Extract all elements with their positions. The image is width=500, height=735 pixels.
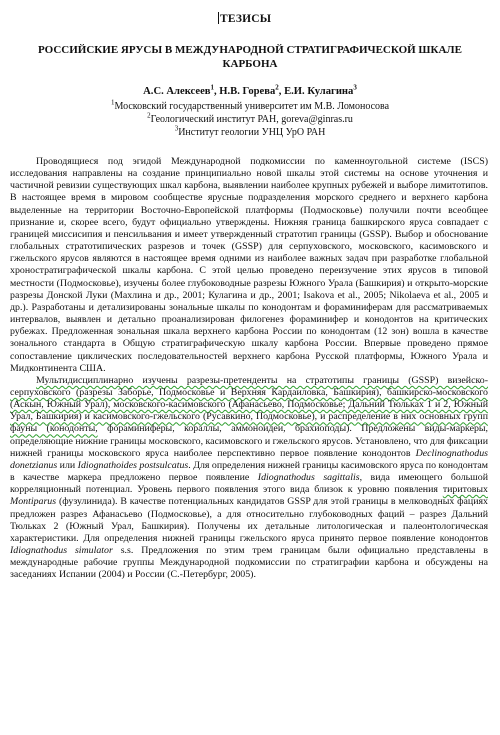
paragraph-text: , вида имеющего большой корреляционный потенциал. Уровень первого появления этого вида близок к уровню появления [10, 472, 489, 496]
spellcheck-underlined-word: тиритовых [442, 484, 488, 496]
taxon-name: Idiognathodus simulator [10, 545, 113, 556]
author-name: Е.И. Кулагина [284, 86, 354, 97]
document-title: РОССИЙСКИЕ ЯРУСЫ В МЕЖДУНАРОДНОЙ СТРАТИГРАФИЧЕСКОЙ ШКАЛЕ КАРБОНА [38, 44, 462, 70]
spellcheck-underlined-text: Мультидисциплинарно изучены разрезы-претенденты на стратотипы границы (GSSP) визейско-серпуховского (разрезы Заборье, Подмосковье и Верхняя Кардаиловка, Башкирия), башкирско-московского (Аскын, Южный Урал), московского-касимовского (Афанасьево, Подмосковье; Дальний Тюльках 1 и 2, Южный Урал, Башкирия) и касимовского-гжельского (Русавкино, Подмосковье), и распределение в них основных групп фауны (конодонты, [10, 374, 488, 435]
paragraph-text: s.s. Предложения по этим трем границам были официально представлены в международные рабочие группы Международной подкомиссии по стратиграфии карбона и обсуждены на заседаниях Испании (2004) и России (С.-Петербург, 2005). [10, 545, 488, 581]
affiliation-mark: 2 [147, 111, 151, 120]
affiliation-line [14, 111, 486, 125]
paragraph-text: (фузулинида). В качестве потенциальных кандидатов GSSP для этой границы в мелководных фациях предложен разрез Афанасьево (Подмосковье), а для относительно глубоководных фаций – разрез Дальний Тюльках 2 (Южный Урал, Башкирия). Получены их детальные литологическая и палеонтологическая характеристики. Для определения нижней границы гжельского яруса принято первое появление конодонтов [10, 496, 488, 544]
taxon-name: Declinognathodus donetzianus [10, 447, 488, 471]
section-label-text: ТЕЗИСЫ [220, 13, 272, 25]
affiliation-text: Институт геологии УНЦ УрО РАН [178, 127, 326, 138]
abstract-body [10, 156, 488, 581]
affiliation-mark: 3 [174, 124, 179, 133]
author-affiliation-mark: 3 [353, 83, 357, 92]
text-cursor-icon [218, 12, 219, 24]
paragraph-1: Проводящиеся под эгидой Международной подкомиссии по каменноугольной системе (ISCS) исследования направлены на создание принципиально новой шкалы этой системы на основе уточнения и частичной ревизии существующих шкал карбона, выявлении наиболее крупных рубежей и выборе лимитотипов. В настоящее время в мировом сообществе ярусные подразделения морского среднего и верхнего карбона выделенные на территории Восточно-Европейской платформы (Подмосковье) получили почти всеобщее признание и, скорее всего, будут официально утверждены. Нижняя граница башкирского яруса совпадает с границей миссисипия и пенсильвания и имеет утвержденный стратотип границы (GSSP). Выбор и обоснование глобальных стратотипических разрезов и точек (GSSP) для серпуховского, московского, касимовского и гжельского ярусов являются в настоящее время одними из наиболее важных задач при разработке глобальной хроностратиграфической шкалы карбона. С этой целью проведено переизучение этих ярусов в типовой местности (Подмосковье), изучены более глубоководные разрезы Южного Урала (Башкирия) и открыто-морские разрезы Донской Луки (Махлина и др., 2001; Кулагина и др., 2001; Isakova et al., 2005; Nikolaeva et al., 2005 и др.). Разработаны и детализированы зональные шкалы по конодонтам и фораминиферам для рассматриваемых интервалов, выявлен и детально проанализирован филогенез фораминифер и конодонтов на критических рубежах. Предложенная зональная шкала верхнего карбона России по конодонтам (12 зон) вошла в качестве зонального стандарта в Общую стратиграфическую шкалу карбона России. Впервые проведено прямое сопоставление циклических последовательностей верхнего карбона Русской платформы, Южного Урала и Мидконтинента США. [10, 156, 488, 374]
paragraph-2 [10, 375, 488, 582]
paragraph-text: фораминиферы, кораллы, аммоноидеи, брахиоподы). Предложены виды-маркеры, определяющие нижние границы московского, касимовского и гжельского ярусов. Установлено, что для фиксации нижней границы московского яруса наиболее перспективно первое появление конодонтов [10, 423, 488, 459]
affiliation-line [14, 124, 486, 138]
author-affiliation-mark: 2 [275, 83, 279, 92]
paragraph-text: или [57, 459, 78, 471]
affiliation-text: Московский государственный университет им М.В. Ломоносова [114, 101, 390, 112]
author-name: А.С. Алексеев [143, 86, 211, 97]
author-affiliation-mark: 1 [210, 83, 214, 92]
author-name: Н.В. Горева [219, 86, 276, 97]
affiliation-line [14, 98, 486, 112]
affiliation-mark: 1 [110, 98, 115, 107]
taxon-name: Idiognathoides postsulcatus [77, 459, 189, 471]
taxon-name: Idiognathodus sagittalis [257, 472, 360, 484]
affiliation-text: Геологический институт РАН, goreva@ginras.ru [150, 114, 353, 125]
paragraph-text: . Для определения нижней границы касимовского яруса по конодонтам в качестве маркера предложено первое появление [10, 459, 489, 484]
author-line: А.С. Алексеев$^1$, Н.В. Горева$^2$, Е.И. Кулагина$^3$ [143, 83, 357, 97]
taxon-name: Montiparus [10, 496, 57, 508]
section-label [218, 12, 271, 25]
